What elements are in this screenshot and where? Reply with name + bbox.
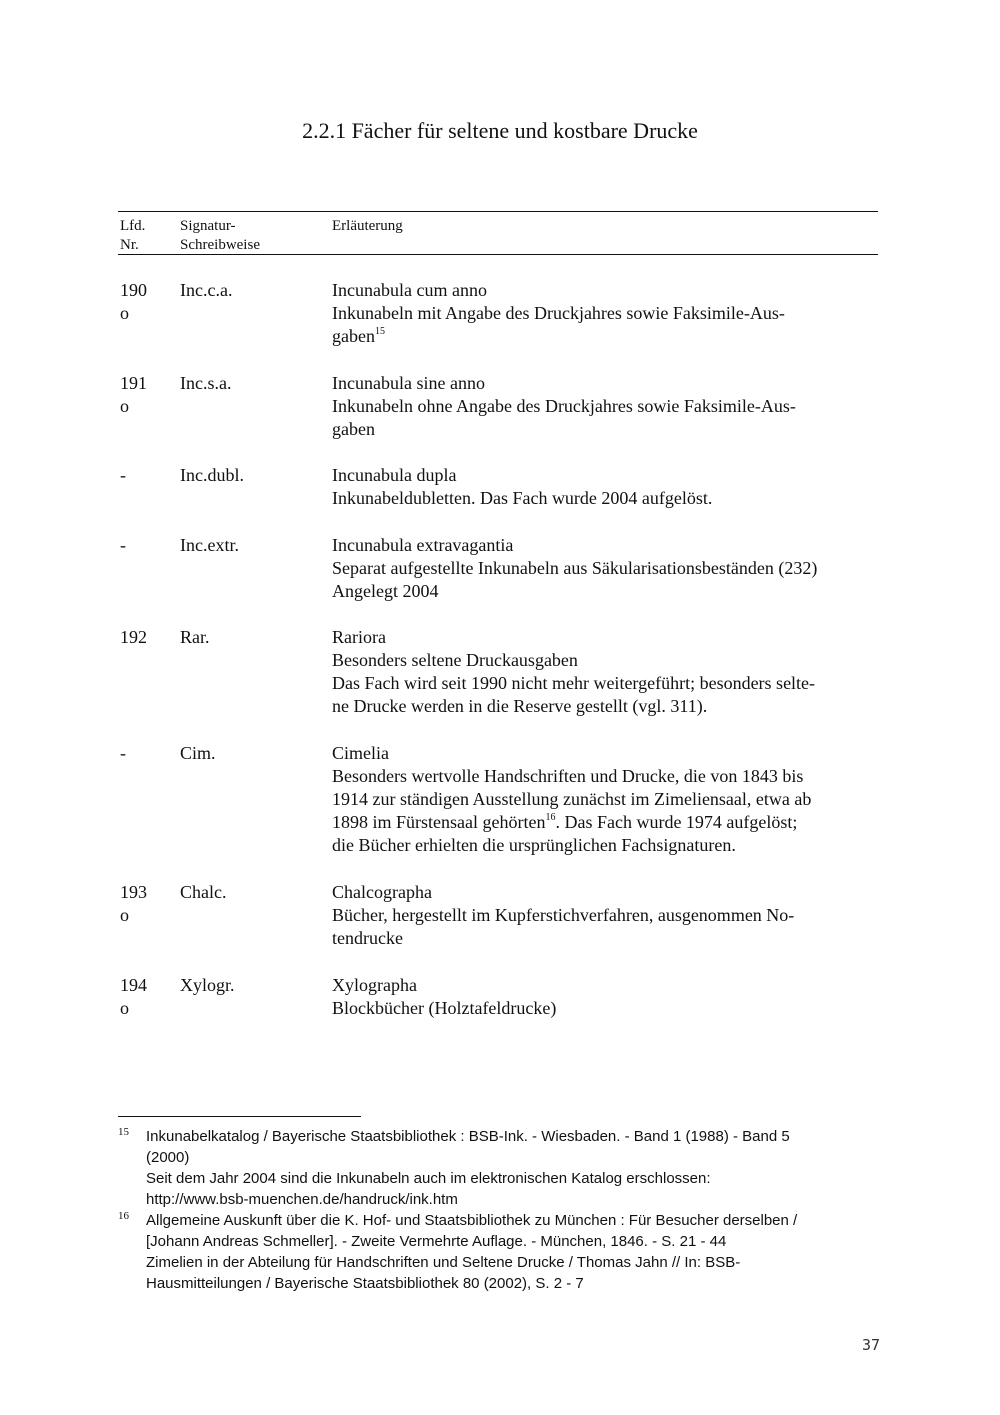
entry-signature: Inc.extr. (180, 535, 239, 555)
header-nr: Nr. (120, 237, 139, 253)
header-signatur (180, 217, 260, 255)
entry-description: Incunabula sine anno Inkunabeln ohne Angabe des Druckjahres sowie Faksimile-Aus- gaben (332, 373, 796, 439)
footnote-separator (118, 1116, 361, 1117)
footnote-15: 15 Inkunabelkatalog / Bayerische Staatsbibliothek : BSB-Ink. - Wiesbaden. - Band 1 (1988) - Band 5 (2000) Seit dem Jahr 2004 sind die Inkunabeln auch im elektronischen Katalog erschlossen: http://www.bsb-muenchen.de/handruck/ink.htm (118, 1126, 888, 1210)
entry-number: 190 o (120, 280, 147, 323)
table-header-rule (118, 254, 878, 255)
header-lfd-nr (120, 217, 145, 255)
page-title: 2.2.1 Fächer für seltene und kostbare Drucke (302, 118, 698, 143)
entry-description: Xylographa Blockbücher (Holztafeldrucke) (332, 975, 557, 1018)
footnote-ref: 15 (374, 326, 385, 337)
header-signatur-2: Schreibweise (180, 237, 260, 253)
table-top-rule (118, 211, 878, 212)
page-number: 37 (861, 1336, 880, 1354)
entry-number: 193 o (120, 882, 147, 925)
footnote-ref: 16 (545, 812, 556, 823)
entry-number: 191 o (120, 373, 147, 416)
footnote-mark: 16 (118, 1210, 129, 1222)
entry-description: Cimelia Besonders wertvolle Handschriften und Drucke, die von 1843 bis 1914 zur ständigen Ausstellung zunächst im Zimeliensaal, etwa ab 1898 im Fürstensaal gehörten$^{16}$. Das Fach wurde 1974 aufgelöst; die Bücher erhielten die ursprünglichen Fachsignaturen. (332, 743, 812, 855)
entry-signature: Chalc. (180, 882, 227, 902)
entry-description: Chalcographa Bücher, hergestellt im Kupferstichverfahren, ausgenommen No- tendrucke (332, 882, 795, 948)
entry-description: Incunabula extravagantia Separat aufgestellte Inkunabeln aus Säkularisationsbeständen (232) Angelegt 2004 (332, 535, 818, 601)
footnote-url: http://www.bsb-muenchen.de/handruck/ink.htm (146, 1191, 458, 1208)
entry-number: 194 o (120, 975, 147, 1018)
header-lfd: Lfd. (120, 218, 146, 234)
entry-description: Rariora Besonders seltene Druckausgaben Das Fach wird seit 1990 nicht mehr weitergeführt; besonders selte- ne Drucke werden in die Reserve gestellt (vgl. 311). (332, 627, 816, 716)
footnotes (118, 1126, 888, 1294)
entry-description: Incunabula dupla Inkunabeldubletten. Das Fach wurde 2004 aufgelöst. (332, 465, 713, 508)
entry-signature: Cim. (180, 743, 216, 763)
entry-signature: Rar. (180, 627, 210, 647)
footnote-mark: 15 (118, 1126, 129, 1138)
entry-number: - (120, 465, 126, 485)
header-signatur-1: Signatur- (180, 218, 236, 234)
entry-number: 192 (120, 627, 147, 647)
footnote-16: 16 Allgemeine Auskunft über die K. Hof- und Staatsbibliothek zu München : Für Besucher derselben / [Johann Andreas Schmeller]. - Zweite Vermehrte Auflage. - München, 1846. - S. 21 - 44 Zimelien in der Abteilung für Handschriften und Seltene Drucke / Thomas Jahn // In: BSB- Hausmitteilungen / Bayerische Staatsbibliothek 80 (2002), S. 2 - 7 (118, 1210, 888, 1294)
entry-signature: Inc.s.a. (180, 373, 232, 393)
entry-signature: Xylogr. (180, 975, 235, 995)
entry-signature: Inc.c.a. (180, 280, 233, 300)
header-erlaeuterung: Erläuterung (332, 218, 403, 234)
entry-number: - (120, 535, 126, 555)
entry-description: Incunabula cum anno Inkunabeln mit Angabe des Druckjahres sowie Faksimile-Aus- gaben$^{15}$ (332, 280, 785, 346)
entry-number: - (120, 743, 126, 763)
entry-signature: Inc.dubl. (180, 465, 244, 485)
